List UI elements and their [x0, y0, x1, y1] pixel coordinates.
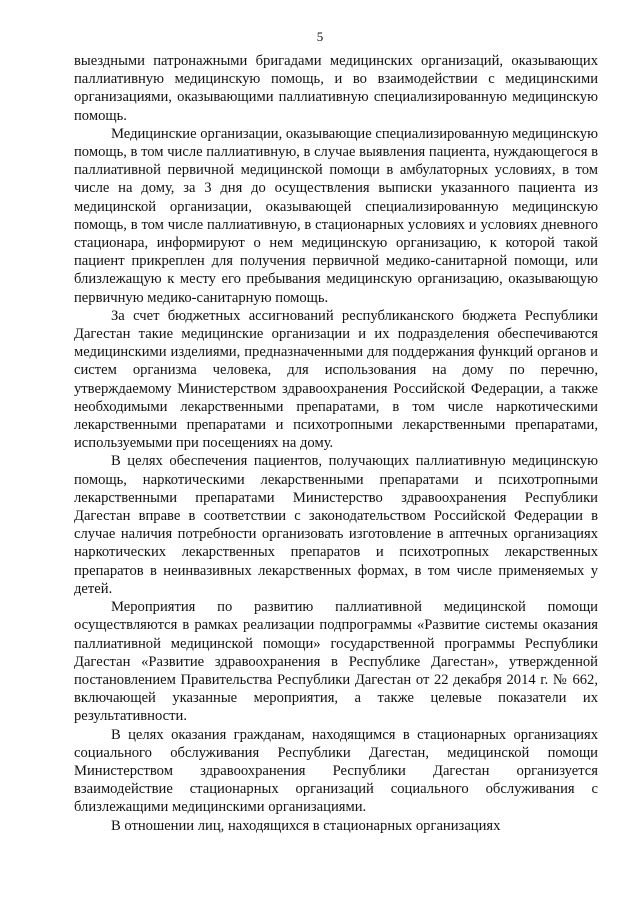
- paragraph: Медицинские организации, оказывающие специализированную медицинскую помощь, в том числе паллиативную, в случае выявления пациента, нуждающегося в паллиативной первичной медицинской помощи в амбулаторных условиях, в том числе на дому, за 3 дня до осуществления выписки указанного пациента из медицинской организации, оказывающей специализированную медицинскую помощь, в том числе паллиативную, в стационарных условиях и условиях дневного стационара, информируют о нем медицинскую организацию, к которой такой пациент прикреплен для получения первичной медико-санитарной помощи, или близлежащую к месту его пребывания медицинскую организацию, оказывающую первичную медико-санитарную помощь.: [74, 125, 598, 306]
- document-body: [74, 52, 598, 835]
- page-number: 5: [316, 29, 324, 44]
- paragraph: В отношении лиц, находящихся в стационарных организациях: [111, 817, 501, 834]
- paragraph: Мероприятия по развитию паллиативной медицинской помощи осуществляются в рамках реализации подпрограммы «Развитие системы оказания паллиативной медицинской помощи» государственной программы Республики Дагестан «Развитие здравоохранения в Республике Дагестан», утвержденной постановлением Правительства Республики Дагестан от 22 декабря 2014 г. № 662, включающей указанные мероприятия, а также целевые показатели их результативности.: [74, 599, 598, 725]
- paragraph: В целях обеспечения пациентов, получающих паллиативную медицинскую помощь, наркотическими лекарственными препаратами и психотропными лекарственными препаратами Министерство здравоохранения Республики Дагестан вправе в соответствии с законодательством Российской Федерации в случае наличия потребности организовать изготовление в аптечных организациях наркотических лекарственных препаратов и психотропных лекарственных препаратов в неинвазивных лекарственных формах, в том числе применяемых у детей.: [74, 453, 598, 597]
- paragraph: За счет бюджетных ассигнований республиканского бюджета Республики Дагестан такие медицинские организации и их подразделения обеспечиваются медицинскими изделиями, предназначенными для поддержания функций органов и систем организма человека, для использования на дому по перечню, утверждаемому Министерством здравоохранения Российской Федерации, а также необходимыми лекарственными препаратами, в том числе наркотическими лекарственными препаратами и психотропными лекарственными препаратами, используемыми при посещениях на дому.: [74, 307, 598, 452]
- paragraph: выездными патронажными бригадами медицинских организаций, оказывающих паллиативную медицинскую помощь, и во взаимодействии с медицинскими организациями, оказывающими паллиативную специализированную медицинскую помощь.: [74, 53, 598, 124]
- paragraph: В целях оказания гражданам, находящимся в стационарных организациях социального обслуживания Республики Дагестан, медицинской помощи Министерством здравоохранения Республики Дагестан организуется взаимодействие стационарных организаций социального обслуживания с близлежащими медицинскими организациями.: [74, 726, 598, 816]
